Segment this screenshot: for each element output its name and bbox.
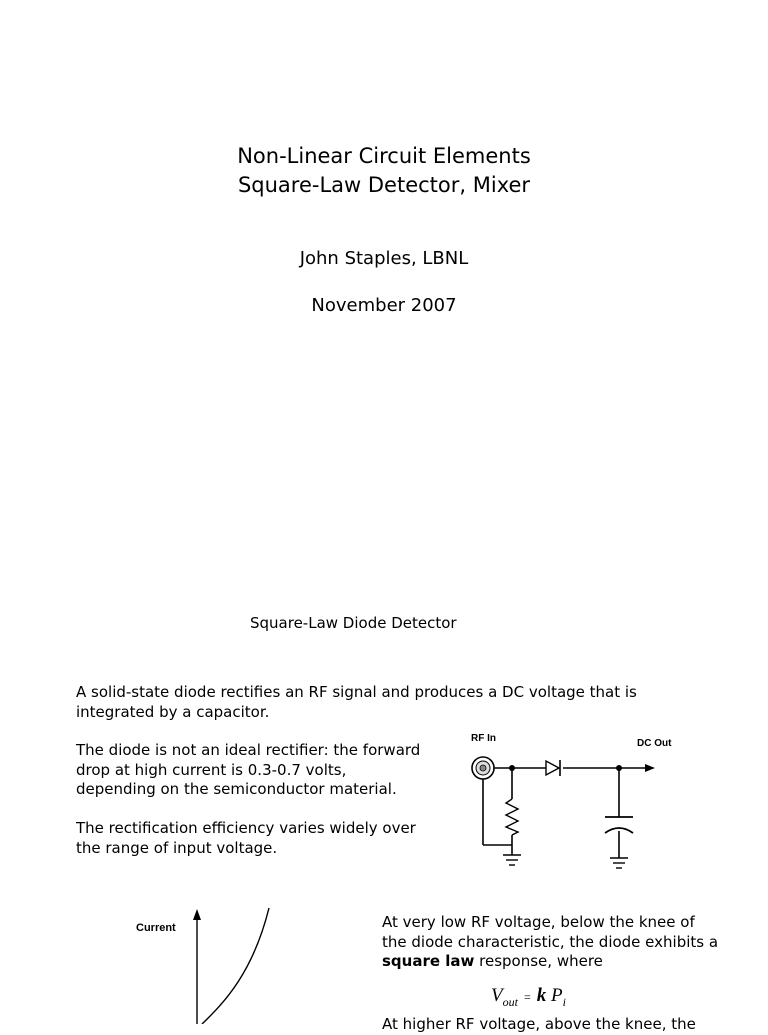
formula-equals: = xyxy=(523,990,531,1004)
formula-lhs-sub: out xyxy=(502,994,518,1009)
graph-y-label: Current xyxy=(136,922,176,934)
resistor-icon xyxy=(506,799,518,835)
graph-y-axis-arrow-icon xyxy=(193,909,201,920)
author: John Staples, LBNL xyxy=(299,248,469,269)
dc-out-label: DC Out xyxy=(637,738,672,749)
paragraph-4 xyxy=(382,913,722,972)
paragraph-3: The rectification efficiency varies widely over the range of input voltage. xyxy=(76,819,416,857)
ground-icon-2 xyxy=(610,858,628,868)
rf-in-label: RF In xyxy=(471,733,496,744)
diode-iv-graph xyxy=(90,900,290,1024)
formula-k: k xyxy=(536,985,547,1006)
paragraph-4-bold: square law xyxy=(382,952,475,970)
formula-lhs: V xyxy=(491,985,503,1006)
rf-connector-icon xyxy=(472,757,494,779)
paragraph-2: The diode is not an ideal rectifier: the forward drop at high current is 0.3-0.7 volts, depending on the semiconductor material. xyxy=(76,741,421,798)
diode-icon xyxy=(546,760,560,776)
title-line-2: Square-Law Detector, Mixer xyxy=(237,173,531,197)
square-law-formula xyxy=(491,985,566,1010)
graph-iv-curve xyxy=(202,908,269,1024)
paragraph-4-text-b: response, where xyxy=(474,952,603,970)
capacitor-icon xyxy=(605,817,633,833)
ground-icon xyxy=(503,855,521,865)
paragraph-1: A solid-state diode rectifies an RF signal and produces a DC voltage that is integrated by a capacitor. xyxy=(76,683,637,721)
date: November 2007 xyxy=(311,295,457,316)
section-heading: Square-Law Diode Detector xyxy=(250,614,457,632)
title-line-1: Non-Linear Circuit Elements xyxy=(237,144,531,168)
document-title xyxy=(0,142,768,200)
paragraph-5: At higher RF voltage, above the knee, the xyxy=(382,1015,696,1033)
formula-p-sub: i xyxy=(562,994,566,1009)
output-arrow-icon xyxy=(645,764,655,772)
detector-circuit-diagram xyxy=(455,725,695,880)
paragraph-4-text-a: At very low RF voltage, below the knee of the diode characteristic, the diode exhibits a xyxy=(382,913,719,951)
circuit-wiring xyxy=(483,768,646,858)
formula-p: P xyxy=(550,985,563,1006)
